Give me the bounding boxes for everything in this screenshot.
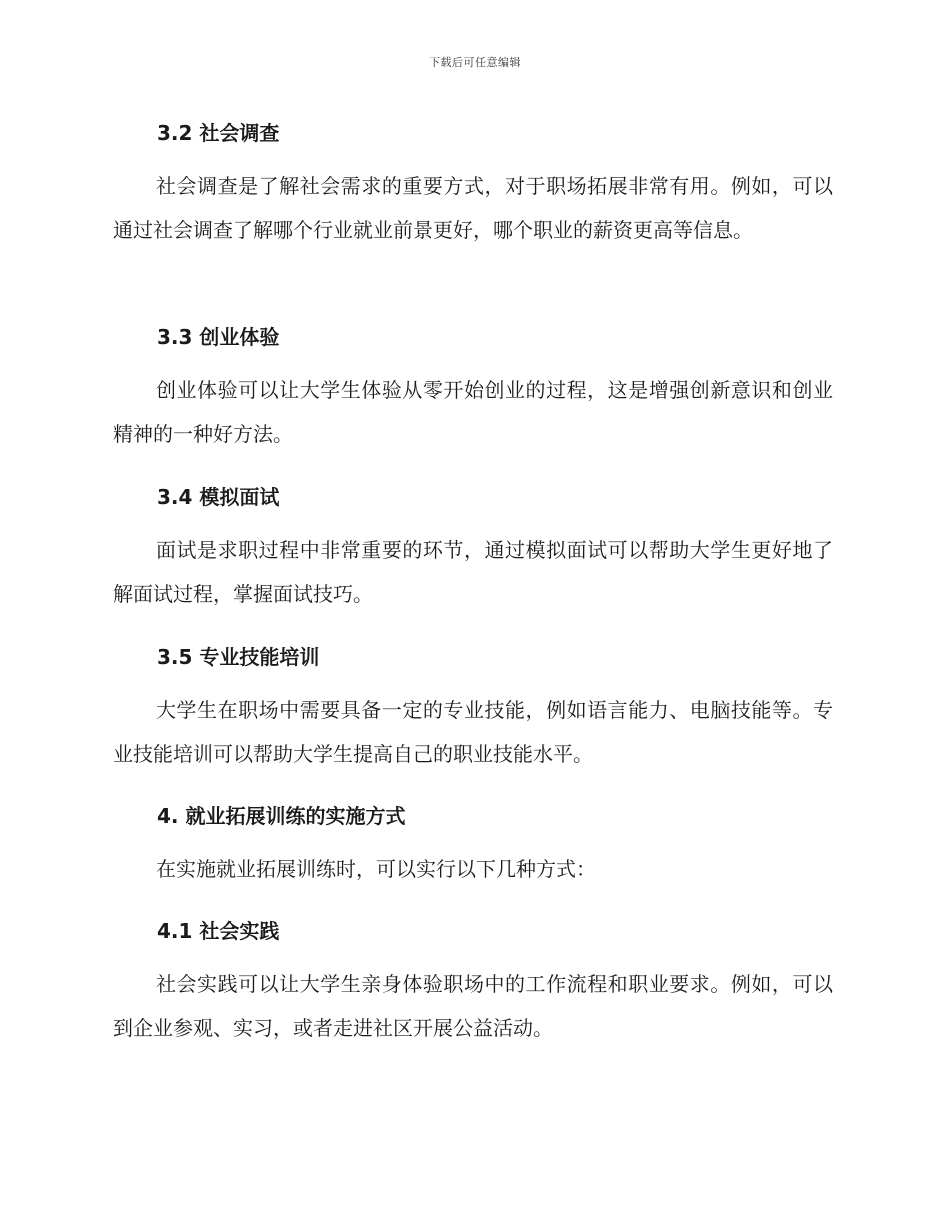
section-heading-3-2: 3.2 社会调查 bbox=[157, 121, 280, 145]
section-paragraph-4-1: 社会实践可以让大学生亲身体验职场中的工作流程和职业要求。例如，可以到企业参观、实习，或者走进社区开展公益活动。 bbox=[113, 972, 833, 1040]
page-header-note: 下载后可任意编辑 bbox=[429, 56, 521, 69]
section-heading-4-1: 4.1 社会实践 bbox=[157, 919, 280, 943]
section-paragraph-4: 在实施就业拓展训练时，可以实行以下几种方式： bbox=[156, 857, 596, 881]
section-heading-3-4: 3.4 模拟面试 bbox=[157, 485, 280, 509]
section-heading-4: 4. 就业拓展训练的实施方式 bbox=[157, 804, 406, 828]
section-heading-3-3: 3.3 创业体验 bbox=[157, 325, 280, 349]
section-paragraph-3-2: 社会调查是了解社会需求的重要方式，对于职场拓展非常有用。例如，可以通过社会调查了解哪个行业就业前景更好，哪个职业的薪资更高等信息。 bbox=[113, 174, 833, 242]
section-paragraph-3-3: 创业体验可以让大学生体验从零开始创业的过程，这是增强创新意识和创业精神的一种好方法。 bbox=[113, 378, 833, 446]
section-paragraph-3-5: 大学生在职场中需要具备一定的专业技能，例如语言能力、电脑技能等。专业技能培训可以帮助大学生提高自己的职业技能水平。 bbox=[113, 698, 833, 766]
section-paragraph-3-4: 面试是求职过程中非常重要的环节，通过模拟面试可以帮助大学生更好地了解面试过程，掌握面试技巧。 bbox=[113, 538, 833, 606]
section-heading-3-5: 3.5 专业技能培训 bbox=[157, 645, 320, 669]
